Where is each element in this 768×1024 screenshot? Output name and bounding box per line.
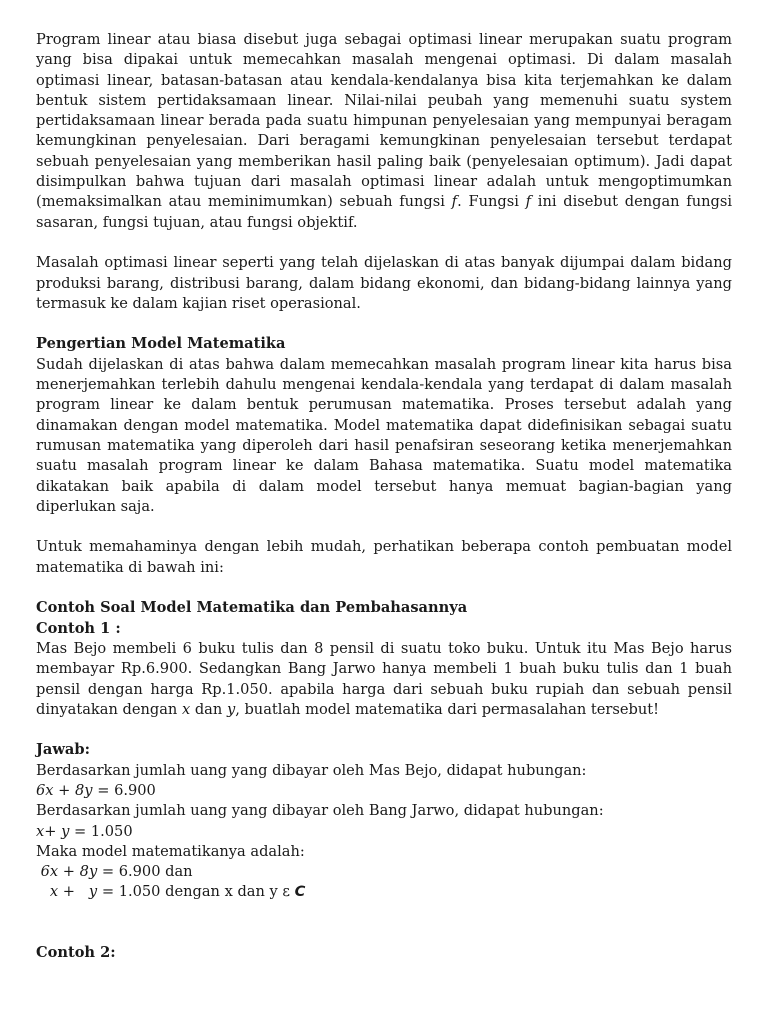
text: . Fungsi [457, 193, 526, 211]
example-1-text [36, 639, 732, 720]
example-2-heading: Contoh 2: [36, 944, 116, 962]
equation-lhs: 6x + 8y [36, 781, 93, 799]
answer-heading: Jawab: [36, 741, 90, 759]
element-of-symbol: ε [282, 883, 290, 901]
equation-3 [36, 862, 732, 882]
set-symbol: C [294, 883, 306, 901]
equation-2 [36, 822, 732, 842]
text: Mas Bejo membeli 6 buku tulis dan 8 pensil di suatu toko buku. Untuk itu Mas Bejo harus membayar Rp.6.900. Sedangkan Bang Jarwo hanya membeli 1 buah buku tulis dan 1 buah pensil dengan harga Rp.1.050. apabila harga dari sebuah buku rupiah dan sebuah pensil dinyatakan dengan [36, 639, 732, 718]
spacer [36, 923, 732, 943]
equation-rhs: = 6.900 dan [97, 863, 193, 881]
text: dan [190, 700, 227, 718]
text: ini disebut dengan fungsi sasaran, fungsi tujuan, atau fungsi objektif. [36, 193, 732, 231]
spacer [36, 903, 732, 923]
equation-rhs: = 6.900 [92, 781, 156, 799]
section-heading-model: Pengertian Model Matematika [36, 335, 286, 353]
equation-lhs: x + y [36, 883, 98, 901]
text: , buatlah model matematika dari permasalahan tersebut! [235, 700, 659, 718]
equation-1 [36, 781, 732, 801]
intro-paragraph-2: Masalah optimasi linear seperti yang telah dijelaskan di atas banyak dijumpai dalam bidang produksi barang, distribusi barang, dalam bidang ekonomi, dan bidang-bidang lainnya yang termasuk ke dalam kajian riset operasional. [36, 254, 732, 312]
function-symbol: f [525, 193, 532, 211]
variable: x [181, 700, 191, 718]
answer-line-1: Berdasarkan jumlah uang yang dibayar oleh Mas Bejo, didapat hubungan: [36, 761, 587, 779]
model-paragraph-2: Untuk memahaminya dengan lebih mudah, perhatikan beberapa contoh pembuatan model matematika di bawah ini: [36, 538, 732, 576]
document-page [36, 30, 732, 964]
equation-rhs: = 1.050 [69, 822, 133, 840]
example-1-heading: Contoh 1 : [36, 619, 121, 637]
equation-4 [36, 882, 732, 902]
text: Program linear atau biasa disebut juga sebagai optimasi linear merupakan suatu program yang bisa dipakai untuk memecahkan masalah mengenai optimasi. Di dalam masalah optimasi linear, batasan-batasan atau kendala-kendalanya bisa kita terjemahkan ke dalam bentuk sistem pertidaksamaan linear. Nilai-nilai peubah yang memenuhi suatu system pertidaksamaan linear berada pada suatu himpunan penyelesaian yang mempunyai beragam kemungkinan penyelesaian. Dari beragami kemungkinan penyelesaian tersebut terdapat sebuah penyelesaian yang memberikan hasil paling baik (penyelesaian optimum). Jadi dapat disimpulkan bahwa tujuan dari masalah optimasi linear adalah untuk mengoptimumkan (memaksimalkan atau meminimumkan) sebuah fungsi [36, 31, 732, 211]
equation-lhs: x+ y [36, 822, 70, 840]
function-symbol: f [451, 193, 458, 211]
intro-paragraph-1 [36, 30, 732, 233]
variable: y [226, 700, 236, 718]
answer-line-2: Berdasarkan jumlah uang yang dibayar oleh Bang Jarwo, didapat hubungan: [36, 802, 604, 820]
equation-lhs: 6x + 8y [36, 863, 98, 881]
answer-line-3: Maka model matematikanya adalah: [36, 842, 305, 860]
model-paragraph-1: Sudah dijelaskan di atas bahwa dalam memecahkan masalah program linear kita harus bisa menerjemahkan terlebih dahulu mengenai kendala-kendala yang terdapat di dalam masalah program linear ke dalam bentuk perumusan matematika. Proses tersebut adalah yang dinamakan dengan model matematika. Model matematika dapat didefinisikan sebagai suatu rumusan matematika yang diperoleh dari hasil penafsiran seseorang ketika menerjemahkan suatu masalah program linear ke dalam Bahasa matematika. Suatu model matematika dikatakan baik apabila di dalam model tersebut hanya memuat bagian-bagian yang diperlukan saja. [36, 355, 732, 515]
section-heading-examples: Contoh Soal Model Matematika dan Pembahasannya [36, 599, 468, 617]
equation-rhs: = 1.050 dengan x dan y [97, 883, 283, 901]
